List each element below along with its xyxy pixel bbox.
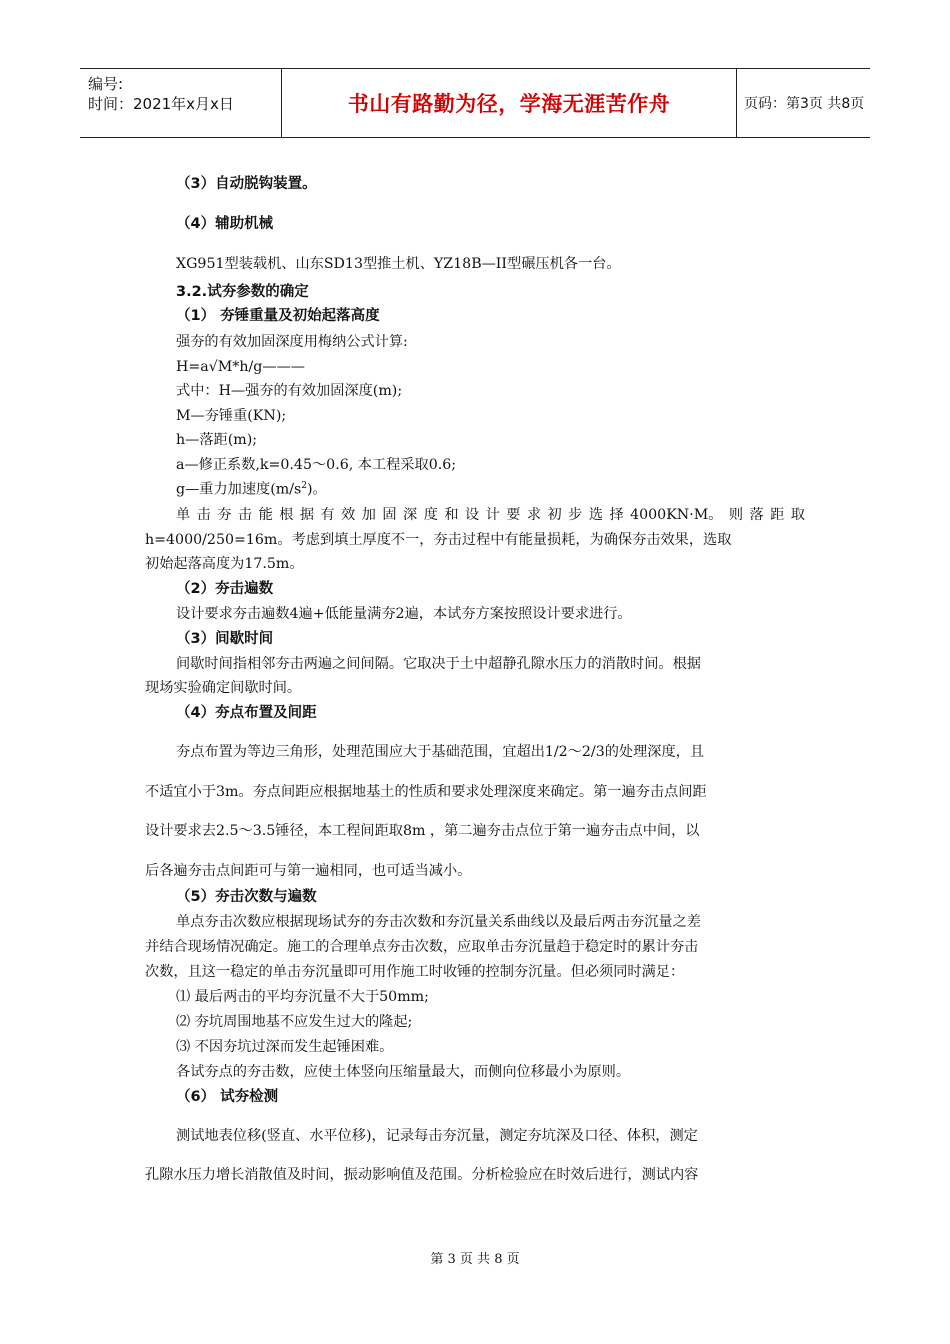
sub-heading-blow-count: （5）夯击次数与遍数 <box>176 889 317 905</box>
justified-word: 设 <box>464 507 480 523</box>
justified-word: 则 <box>728 507 744 523</box>
justified-word: 根 <box>279 507 294 523</box>
sub-heading-tamping-passes: （2）夯击遍数 <box>176 581 274 597</box>
text-line <box>176 482 327 497</box>
document-date-label: 时间：2021年x月x日 <box>88 95 234 113</box>
formula-line: H=a√M*h/g——— <box>176 359 305 375</box>
text-line: h—落距(m); <box>176 432 258 448</box>
header-motto: 书山有路勤为径，学海无涯苦作舟 <box>347 92 671 116</box>
justified-word: 单 <box>176 507 191 523</box>
justified-word: 据 <box>299 507 315 523</box>
list-item: ⑵ 夯坑周围地基不应发生过大的隆起; <box>176 1014 413 1030</box>
justified-word: 深 <box>403 507 418 523</box>
text-line: 夯点布置为等边三角形，处理范围应大于基础范围，宜超出1/2～2/3的处理深度，且 <box>176 744 705 760</box>
list-item: ⑶ 不因夯坑过深而发生起锤困难。 <box>176 1039 394 1055</box>
text-line: 初始起落高度为17.5m。 <box>145 556 304 572</box>
text-fragment: )。 <box>307 481 327 498</box>
text-line: 现场实验确定间歇时间。 <box>145 680 302 696</box>
text-line: 测试地表位移(竖直、水平位移)，记录每击夯沉量，测定夯坑深及口径、体积，测定 <box>176 1128 698 1144</box>
justified-word: 选 <box>588 507 604 523</box>
text-line: 式中：H—强夯的有效加固深度(m); <box>176 383 403 399</box>
justified-word: 有 <box>320 507 335 523</box>
text-line: h=4000/250=16m。考虑到填土厚度不一，夯击过程中有能量损耗，为确保夯击效果，选取 <box>145 532 732 548</box>
section-heading-3-2: 3.2.试夯参数的确定 <box>176 284 309 300</box>
sub-heading-hammer-weight: （1） 夯锤重量及初始起落高度 <box>176 308 380 324</box>
text-line: 强夯的有效加固深度用梅纳公式计算: <box>176 334 408 350</box>
document-header <box>80 68 870 138</box>
justified-word: 初 <box>547 507 562 523</box>
justified-word: 求 <box>526 507 542 523</box>
justified-word: 距 <box>770 507 785 523</box>
justified-word: 要 <box>506 507 521 523</box>
justified-word: 夯 <box>217 507 232 523</box>
justified-word: 步 <box>568 507 583 523</box>
justified-word: 4000KN·M。 <box>630 507 723 523</box>
header-page-info: 页码：第3页 共8页 <box>744 96 865 112</box>
page-footer: 第 3 页 共 8 页 <box>430 1252 520 1267</box>
heading-auto-unhook: （3）自动脱钩装置。 <box>176 176 317 192</box>
text-line: M—夯锤重(KN); <box>176 408 287 424</box>
superscript: 2 <box>301 481 307 491</box>
text-line: 间歇时间指相邻夯击两遍之间间隔。它取决于土中超静孔隙水压力的消散时间。根据 <box>176 656 701 672</box>
justified-word: 效 <box>341 507 356 523</box>
text-line: 单点夯击次数应根据现场试夯的夯击次数和夯沉量关系曲线以及最后两击夯沉量之差 <box>176 914 701 930</box>
justified-word: 固 <box>382 507 397 523</box>
justified-word: 能 <box>258 507 273 523</box>
justified-line <box>176 508 805 522</box>
text-fragment: g—重力加速度(m/s <box>176 481 302 498</box>
machines-paragraph: XG951型装载机、山东SD13型推土机、YZ18B—II型碾压机各一台。 <box>176 256 621 272</box>
text-line: 次数，且这一稳定的单击夯沉量即可用作施工时收锤的控制夯沉量。但必须同时满足： <box>145 964 685 980</box>
justified-word: 择 <box>609 507 624 523</box>
sub-heading-point-layout: （4）夯点布置及间距 <box>176 705 317 721</box>
justified-word: 度 <box>423 507 438 523</box>
heading-aux-machinery: （4）辅助机械 <box>176 216 274 232</box>
header-meta <box>80 69 281 137</box>
justified-word: 落 <box>749 507 764 523</box>
justified-word: 取 <box>790 507 805 523</box>
text-line: 不适宜小于3m。夯点间距应根据地基土的性质和要求处理深度来确定。第一遍夯击点间距 <box>145 784 707 800</box>
justified-word: 计 <box>485 507 500 523</box>
sub-heading-interval: （3）间歇时间 <box>176 631 274 647</box>
justified-word: 击 <box>196 507 211 523</box>
sub-heading-test-inspection: （6） 试夯检测 <box>176 1089 279 1105</box>
header-page-cell <box>736 69 870 137</box>
justified-word: 加 <box>361 507 376 523</box>
text-line: a—修正系数,k=0.45～0.6, 本工程采取0.6; <box>176 457 457 473</box>
justified-word: 击 <box>237 507 253 523</box>
header-motto-cell <box>281 69 737 137</box>
text-line: 后各遍夯击点间距可与第一遍相同，也可适当减小。 <box>145 863 472 879</box>
list-item: ⑴ 最后两击的平均夯沉量不大于50mm; <box>176 989 429 1005</box>
justified-word: 和 <box>444 507 459 523</box>
text-line: 孔隙水压力增长消散值及时间，振动影响值及范围。分析检验应在时效后进行，测试内容 <box>145 1167 699 1183</box>
document-number-label: 编号: <box>88 75 124 93</box>
text-line: 设计要求去2.5～3.5锤径，本工程间距取8m ，第二遍夯击点位于第一遍夯击点中间，以 <box>145 823 700 839</box>
text-line: 并结合现场情况确定。施工的合理单点夯击次数，应取单击夯沉量趋于稳定时的累计夯击 <box>145 939 699 955</box>
text-line: 各试夯点的夯击数，应使土体竖向压缩量最大，而侧向位移最小为原则。 <box>176 1064 631 1080</box>
text-line: 设计要求夯击遍数4遍+低能量满夯2遍，本试夯方案按照设计要求进行。 <box>176 606 632 622</box>
